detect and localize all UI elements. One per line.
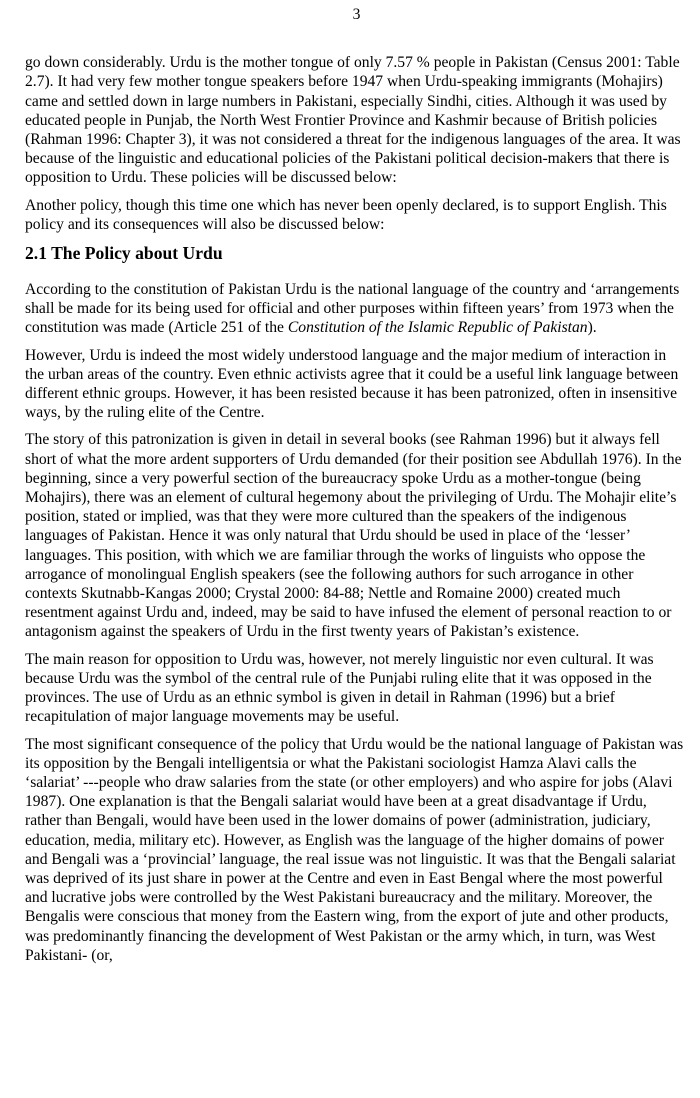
- paragraph-constitution: [25, 280, 684, 338]
- paragraph-main-reason: The main reason for opposition to Urdu was, however, not merely linguistic nor even cultural. It was because Urdu was the symbol of the central rule of the Punjabi ruling elite that it was opposed in the provinces. The use of Urdu as an ethnic symbol is given in detail in Rahman (1996) but a brief recapitulation of major language movements may be useful.: [25, 650, 654, 726]
- page-number: 3: [352, 6, 361, 23]
- paragraph-constitution-text-b: ).: [587, 319, 597, 337]
- section-heading-policy-about-urdu: 2.1 The Policy about Urdu: [25, 243, 223, 264]
- constitution-title-italic: Constitution of the Islamic Republic of Pakistan: [287, 319, 588, 337]
- paragraph-bengali-opposition: The most significant consequence of the policy that Urdu would be the national language of Pakistan was its opposition by the Bengali intelligentsia or what the Pakistani sociologist Hamza Alavi calls the ‘salariat’ ---people who draw salaries from the state (or other employers) and who aspire for jobs (Alavi 1987). One explanation is that the Bengali salariat would have been at a great disadvantage if Urdu, rather than Bengali, would have been used in the lower domains of power (administration, judiciary, education, media, military etc). However, as English was the language of the higher domains of power and Bengali was a ‘provincial’ language, the real issue was not linguistic. It was that the Bengali salariat was deprived of its just share in power at the Centre and even in East Bengal where the most powerful and lucrative jobs were controlled by the West Pakistani bureaucracy and the military. Moreover, the Bengalis were conscious that money from the Eastern wing, from the export of jute and other products, was predominantly financing the development of West Pakistan or the army which, in turn, was West Pakistani- (or,: [25, 735, 684, 964]
- paragraph-english-policy: Another policy, though this time one which has never been openly declared, is to support English. This policy and its consequences will also be discussed below:: [25, 196, 667, 233]
- paragraph-urdu-understood: However, Urdu is indeed the most widely understood language and the major medium of interaction in the urban areas of the country. Even ethnic activists agree that it could be a useful link language between different ethnic groups. However, it has been resisted because it has been patronized, often in insensitive ways, by the ruling elite of the Centre.: [25, 346, 679, 422]
- paragraph-patronization: The story of this patronization is given in detail in several books (see Rahman 1996) but it always fell short of what the more ardent supporters of Urdu demanded (for their position see Abdullah 1976). In the beginning, since a very powerful section of the bureaucracy spoke Urdu as a mother-tongue (being Mohajirs), there was an element of cultural hegemony about the privileging of Urdu. The Mohajir elite’s position, stated or implied, was that they were more cultured than the speakers of the indigenous languages of Pakistan. Hence it was only natural that Urdu should be used in place of the ‘lesser’ languages. This position, with which we are familiar through the works of linguists who oppose the arrogance of monolingual English speakers (see the following authors for such arrogance in other contexts Skutnabb-Kangas 2000; Crystal 2000: 84-88; Nettle and Romaine 2000) created much resentment against Urdu and, indeed, may be said to have infused the element of personal reaction to or antagonism against the speakers of Urdu in the first twenty years of Pakistan’s existence.: [25, 431, 682, 641]
- paragraph-urdu-mother-tongue: go down considerably. Urdu is the mother tongue of only 7.57 % people in Pakistan (Census 2001: Table 2.7). It had very few mother tongue speakers before 1947 when Urdu-speaking immigrants (Mohajirs) came and settled down in large numbers in Pakistani, especially Sindhi, cities. Although it was used by educated people in Punjab, the North West Frontier Province and Kashmir because of British policies (Rahman 1996: Chapter 3), it was not considered a threat for the indigenous languages of the area. It was because of the linguistic and educational policies of the Pakistani political decision-makers that there is opposition to Urdu. These policies will be discussed below:: [25, 54, 681, 187]
- paragraph-constitution-text-a: According to the constitution of Pakistan Urdu is the national language of the country and ‘arrangements shall be made for its being used for official and other purposes within fifteen years’ from 1973 when the constitution was made (Article 251 of the: [25, 281, 680, 337]
